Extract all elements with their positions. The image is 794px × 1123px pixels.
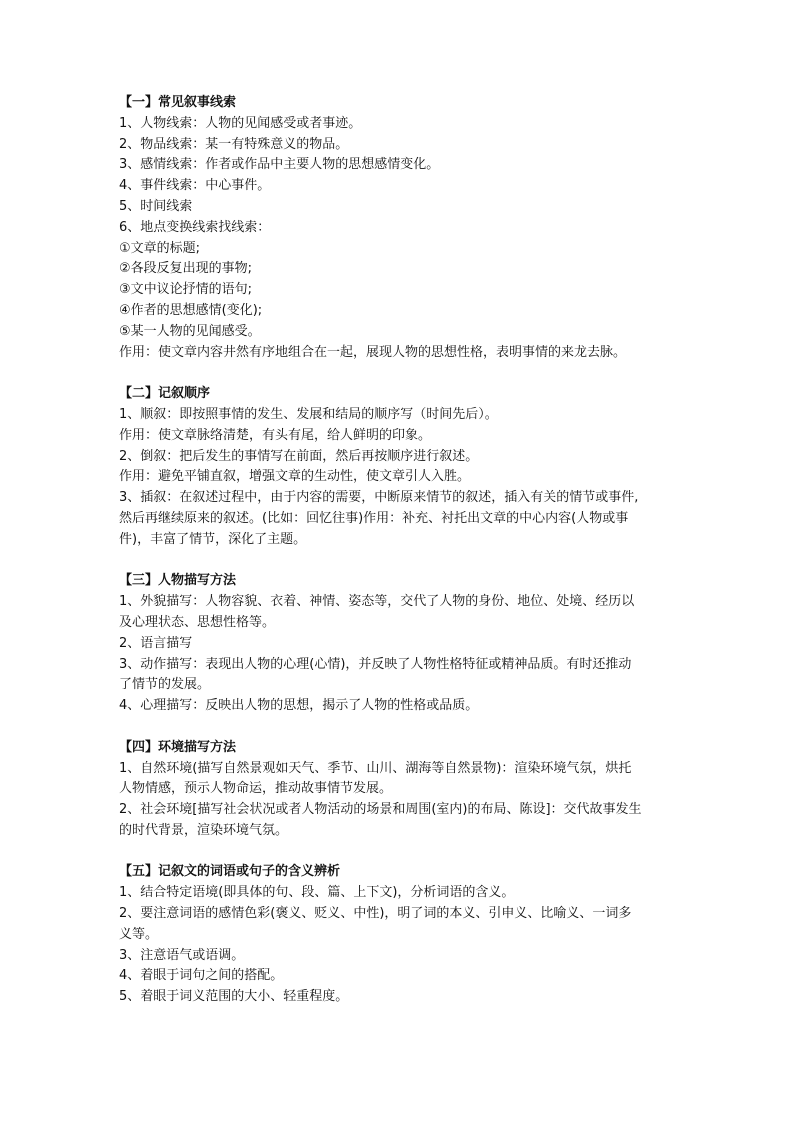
text-line: 2、物品线索：某一有特殊意义的物品。 (119, 136, 349, 152)
text-line: 3、动作描写：表现出人物的心理(心情)，并反映了人物性格特征或精神品质。有时还推动 (119, 656, 632, 672)
text-line: 件)，丰富了情节，深化了主题。 (119, 531, 307, 547)
document-page (119, 93, 679, 1008)
text-line: ④作者的思想感情(变化); (119, 302, 263, 318)
text-line: 4、着眼于词句之间的搭配。 (119, 968, 284, 984)
text-line: 义等。 (119, 926, 159, 942)
text-line: 及心理状态、思想性格等。 (119, 614, 276, 630)
text-line: 1、人物线索：人物的见闻感受或者事迹。 (119, 115, 362, 131)
section-heading: 【四】环境描写方法 (119, 739, 237, 755)
text-line: 6、地点变换线索找线索： (119, 219, 271, 235)
section-narrative-clues (119, 93, 679, 363)
text-line: 1、结合特定语境(即具体的句、段、篇、上下文)，分析词语的含义。 (119, 885, 515, 901)
text-line: 1、自然环境(描写自然景观如天气、季节、山川、湖海等自然景物)：渲染环境气氛，烘托 (119, 760, 632, 776)
text-line: 4、事件线索：中心事件。 (119, 178, 271, 194)
text-line: ②各段反复出现的事物; (119, 261, 253, 277)
section-meaning-analysis (119, 862, 679, 1008)
text-line: 5、时间线索 (119, 198, 193, 214)
section-environment-description (119, 738, 679, 842)
text-line: 2、倒叙：把后发生的事情写在前面，然后再按顺序进行叙述。 (119, 448, 479, 464)
section-heading: 【二】记叙顺序 (119, 386, 211, 402)
text-line: ⑤某一人物的见闻感受。 (119, 323, 261, 339)
text-line: 3、插叙：在叙述过程中，由于内容的需要，中断原来情节的叙述，插入有关的情节或事件, (119, 490, 639, 506)
section-heading: 【五】记叙文的词语或句子的含义辨析 (119, 864, 341, 880)
text-line: 3、注意语气或语调。 (119, 947, 245, 963)
text-line: 2、要注意词语的感情色彩(褒义、贬义、中性)，明了词的本义、引申义、比喻义、一词多 (119, 906, 632, 922)
section-character-description (119, 571, 679, 717)
text-line: ③文中议论抒情的语句; (119, 282, 253, 298)
text-line: 作用：避免平铺直叙，增强文章的生动性，使文章引人入胜。 (119, 469, 471, 485)
section-heading: 【三】人物描写方法 (119, 573, 237, 589)
text-line: 了情节的发展。 (119, 677, 211, 693)
section-heading: 【一】常见叙事线索 (119, 95, 237, 110)
section-narrative-order (119, 384, 679, 550)
text-line: 1、外貌描写：人物容貌、衣着、神情、姿态等，交代了人物的身份、地位、处境、经历以 (119, 594, 635, 610)
text-line: ①文章的标题; (119, 240, 201, 256)
text-line: 3、感情线索：作者或作品中主要人物的思想感情变化。 (119, 157, 440, 173)
text-line: 4、心理描写：反映出人物的思想，揭示了人物的性格或品质。 (119, 698, 479, 714)
text-line: 2、社会环境[描写社会状况或者人物活动的场景和周围(室内)的布局、陈设]：交代故事发生 (119, 802, 642, 818)
text-line: 人物情感，预示人物命运，推动故事情节发展。 (119, 781, 393, 797)
text-line: 作用：使文章脉络清楚，有头有尾，给人鲜明的印象。 (119, 427, 432, 443)
text-line: 5、着眼于词义范围的大小、轻重程度。 (119, 989, 349, 1005)
text-line: 作用：使文章内容井然有序地组合在一起，展现人物的思想性格，表明事情的来龙去脉。 (119, 344, 627, 360)
text-line: 1、顺叙：即按照事情的发生、发展和结局的顺序写（时间先后）。 (119, 406, 498, 422)
text-line: 然后再继续原来的叙述。(比如：回忆往事)作用：补充、衬托出文章的中心内容(人物或事 (119, 510, 629, 526)
text-line: 2、语言描写 (119, 635, 193, 651)
text-line: 的时代背景，渲染环境气氛。 (119, 822, 289, 838)
